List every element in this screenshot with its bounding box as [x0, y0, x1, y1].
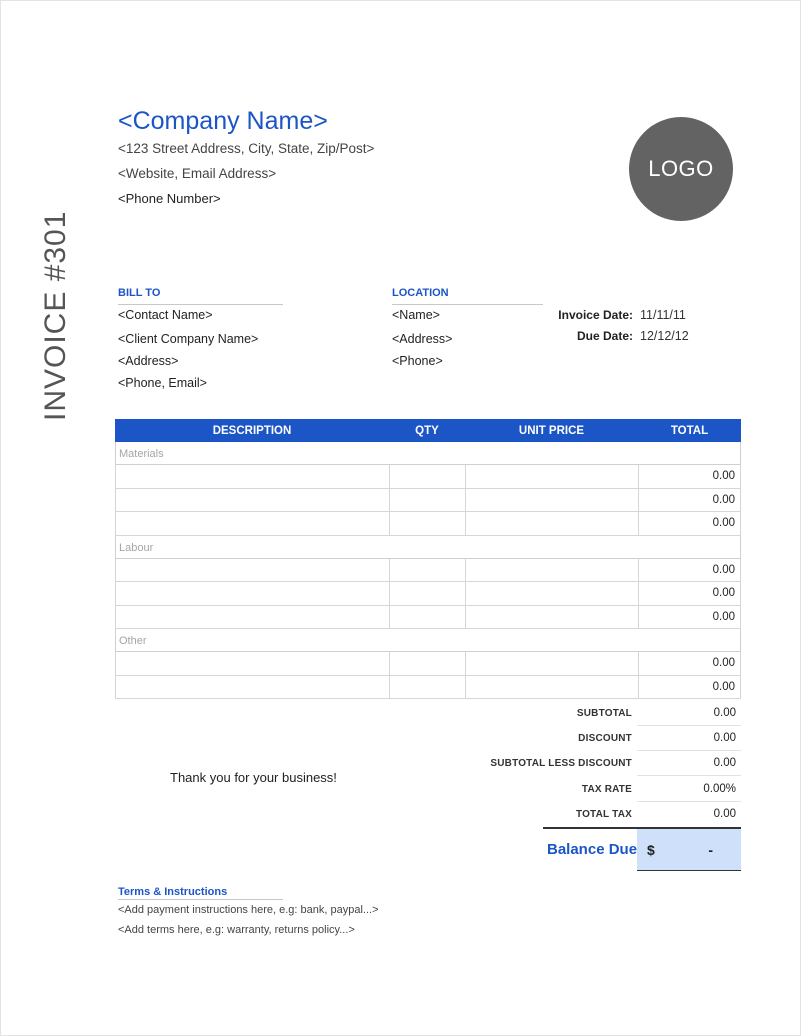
- qty-cell[interactable]: [389, 512, 465, 535]
- qty-cell[interactable]: [389, 489, 465, 512]
- bill-to-heading: BILL TO: [118, 287, 283, 305]
- table-row[interactable]: [115, 512, 741, 536]
- due-date-label: Due Date:: [576, 329, 633, 343]
- unit-price-cell[interactable]: [465, 582, 638, 605]
- total-tax-label: TOTAL TAX: [575, 809, 632, 820]
- company-address: <123 Street Address, City, State, Zip/Post>: [118, 141, 375, 156]
- subtotal-value: 0.00: [637, 701, 741, 726]
- invoice-number-title: INVOICE #301: [39, 210, 72, 421]
- currency-symbol: $: [647, 841, 655, 858]
- section-materials: Materials: [115, 442, 741, 465]
- terms-policy: <Add terms here, e.g: warranty, returns policy...>: [118, 924, 355, 936]
- line-items-table: [115, 419, 741, 699]
- section-other: Other: [115, 629, 741, 652]
- description-cell[interactable]: [115, 489, 389, 512]
- table-row[interactable]: [115, 652, 741, 676]
- table-row[interactable]: [115, 489, 741, 513]
- location-name: <Name>: [392, 308, 440, 322]
- unit-price-cell[interactable]: [465, 652, 638, 675]
- unit-price-cell[interactable]: [465, 489, 638, 512]
- total-cell: 0.00: [638, 676, 741, 699]
- description-cell[interactable]: [115, 606, 389, 629]
- balance-due-value: -: [708, 841, 713, 858]
- company-web-email: <Website, Email Address>: [118, 166, 277, 181]
- bill-to-phone-email: <Phone, Email>: [118, 376, 207, 390]
- company-phone: <Phone Number>: [118, 191, 221, 206]
- bill-to-address: <Address>: [118, 354, 179, 368]
- location-address: <Address>: [392, 332, 453, 346]
- subtotal-less-discount-label: SUBTOTAL LESS DISCOUNT: [490, 758, 632, 769]
- description-cell[interactable]: [115, 652, 389, 675]
- qty-cell[interactable]: [389, 582, 465, 605]
- unit-price-cell[interactable]: [465, 606, 638, 629]
- logo-text: LOGO: [648, 156, 714, 181]
- description-cell[interactable]: [115, 559, 389, 582]
- description-cell[interactable]: [115, 512, 389, 535]
- total-cell: 0.00: [638, 582, 741, 605]
- table-row[interactable]: [115, 582, 741, 606]
- subtotal-less-discount-value: 0.00: [637, 751, 741, 776]
- company-logo: [629, 117, 733, 221]
- discount-label: DISCOUNT: [578, 733, 632, 744]
- location-phone: <Phone>: [392, 354, 443, 368]
- description-cell[interactable]: [115, 676, 389, 699]
- header-total: TOTAL: [670, 424, 709, 437]
- unit-price-cell[interactable]: [465, 465, 638, 488]
- unit-price-cell[interactable]: [465, 512, 638, 535]
- tax-rate-value[interactable]: 0.00%: [637, 777, 741, 802]
- total-cell: 0.00: [638, 652, 741, 675]
- subtotal-label: SUBTOTAL: [576, 708, 632, 719]
- header-qty: QTY: [415, 424, 439, 437]
- total-cell: 0.00: [638, 606, 741, 629]
- table-row[interactable]: [115, 676, 741, 700]
- qty-cell[interactable]: [389, 652, 465, 675]
- balance-due-box: [637, 829, 741, 871]
- total-cell: 0.00: [638, 559, 741, 582]
- description-cell[interactable]: [115, 465, 389, 488]
- table-row[interactable]: [115, 559, 741, 583]
- header-unit-price: UNIT PRICE: [518, 424, 585, 437]
- section-labour: Labour: [115, 536, 741, 559]
- total-cell: 0.00: [638, 489, 741, 512]
- description-cell[interactable]: [115, 582, 389, 605]
- table-header: [115, 419, 741, 442]
- qty-cell[interactable]: [389, 559, 465, 582]
- bill-to-company: <Client Company Name>: [118, 332, 259, 346]
- header-description: DESCRIPTION: [212, 424, 292, 437]
- tax-rate-label: TAX RATE: [581, 784, 632, 795]
- total-cell: 0.00: [638, 465, 741, 488]
- balance-due-label: Balance Due: [547, 841, 638, 858]
- due-date-value: 12/12/12: [640, 329, 689, 343]
- thank-you-note: Thank you for your business!: [170, 770, 337, 785]
- discount-value[interactable]: 0.00: [637, 726, 741, 751]
- bill-to-contact: <Contact Name>: [118, 308, 213, 322]
- company-name: <Company Name>: [118, 107, 328, 135]
- table-row[interactable]: [115, 606, 741, 630]
- qty-cell[interactable]: [389, 465, 465, 488]
- table-row[interactable]: [115, 465, 741, 489]
- qty-cell[interactable]: [389, 676, 465, 699]
- invoice-date-label: Invoice Date:: [558, 308, 633, 322]
- qty-cell[interactable]: [389, 606, 465, 629]
- terms-heading: Terms & Instructions: [118, 886, 283, 900]
- payment-instructions: <Add payment instructions here, e.g: bank, paypal...>: [118, 904, 379, 916]
- invoice-date-value: 11/11/11: [640, 308, 686, 322]
- total-cell: 0.00: [638, 512, 741, 535]
- location-heading: LOCATION: [392, 287, 543, 305]
- unit-price-cell[interactable]: [465, 676, 638, 699]
- unit-price-cell[interactable]: [465, 559, 638, 582]
- total-tax-value: 0.00: [713, 808, 736, 820]
